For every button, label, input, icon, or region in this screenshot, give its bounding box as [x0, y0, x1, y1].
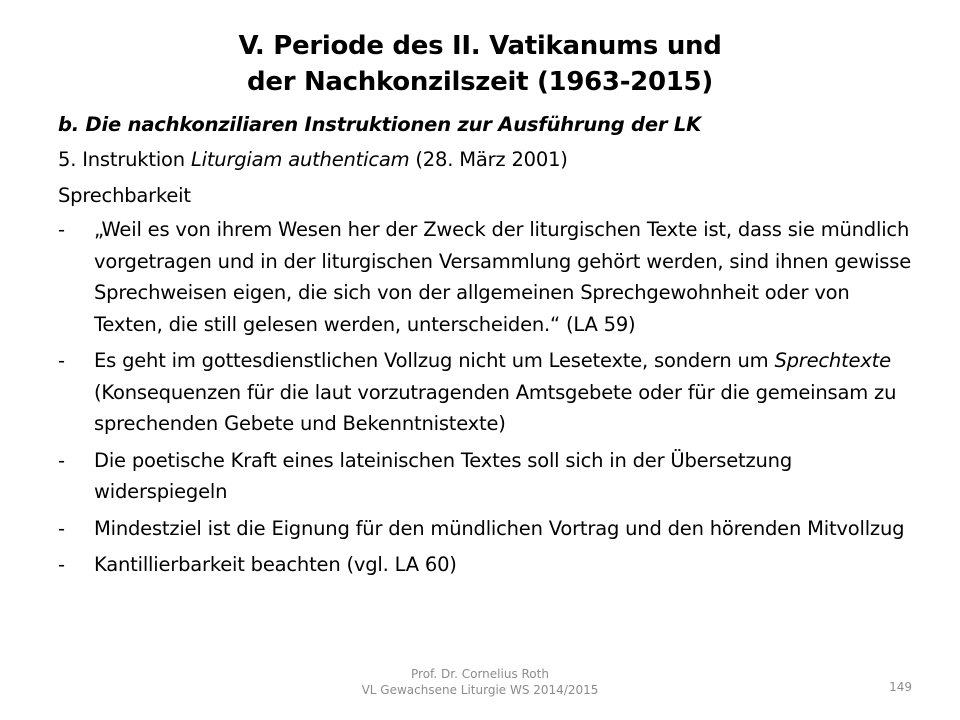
instruction-date: (28. März 2001)	[409, 148, 568, 171]
list-dash: -	[58, 516, 65, 540]
list-dash: -	[58, 218, 65, 241]
list-item-text: Die poetische Kraft eines lateinischen Textes soll sich in der Übersetzung widerspiegeln	[94, 448, 793, 503]
slide-footer	[0, 666, 960, 698]
list-item	[58, 445, 918, 508]
instruction-prefix: 5. Instruktion	[58, 148, 191, 171]
list-item	[58, 214, 918, 340]
slide-content	[58, 108, 918, 581]
list-item	[58, 513, 918, 545]
slide-title	[0, 28, 960, 100]
list-item-text-before: Es geht im gottesdienstlichen Vollzug nicht um Lesetexte, sondern um	[94, 349, 775, 372]
footer-course: VL Gewachsene Liturgie WS 2014/2015	[361, 683, 599, 697]
list-item-text: Kantillierbarkeit beachten (vgl. LA 60)	[94, 553, 457, 576]
slide-title-line-1: V. Periode des II. Vatikanums und	[238, 31, 722, 61]
list-item	[58, 345, 918, 440]
topic-heading: Sprechbarkeit	[58, 184, 191, 207]
list-item-text-italic: Sprechtexte	[774, 349, 891, 372]
list-item	[58, 549, 918, 581]
section-subtitle: b. Die nachkonziliaren Instruktionen zur Ausführung der LK	[58, 113, 701, 136]
list-dash: -	[58, 448, 65, 472]
list-item-text: „Weil es von ihrem Wesen her der Zweck der liturgischen Texte ist, dass sie mündlich vorgetragen und in der liturgischen Versammlung gehört werden, sind ihnen gewisse Sprechweisen eigen, die sich von der allgemeinen Sprechgewohnheit oder von Texten, die still gelesen werden, unterscheiden.“ (LA 59)	[94, 218, 912, 336]
instruction-heading	[58, 142, 918, 178]
list-dash: -	[58, 553, 65, 576]
list-dash: -	[58, 349, 65, 372]
slide-title-line-2: der Nachkonzilszeit (1963-2015)	[247, 67, 713, 97]
page-number: 149	[889, 680, 912, 694]
instruction-name: Liturgiam authenticam	[190, 148, 410, 171]
list-item-text-after: (Konsequenzen für die laut vorzutragenden Amtsgebete oder für die gemeinsam zu sprechenden Gebete und Bekenntnistexte)	[94, 380, 897, 435]
list-item-text: Mindestziel ist die Eignung für den mündlichen Vortrag und den hörenden Mitvollzug	[94, 516, 905, 540]
footer-author: Prof. Dr. Cornelius Roth	[411, 667, 549, 681]
